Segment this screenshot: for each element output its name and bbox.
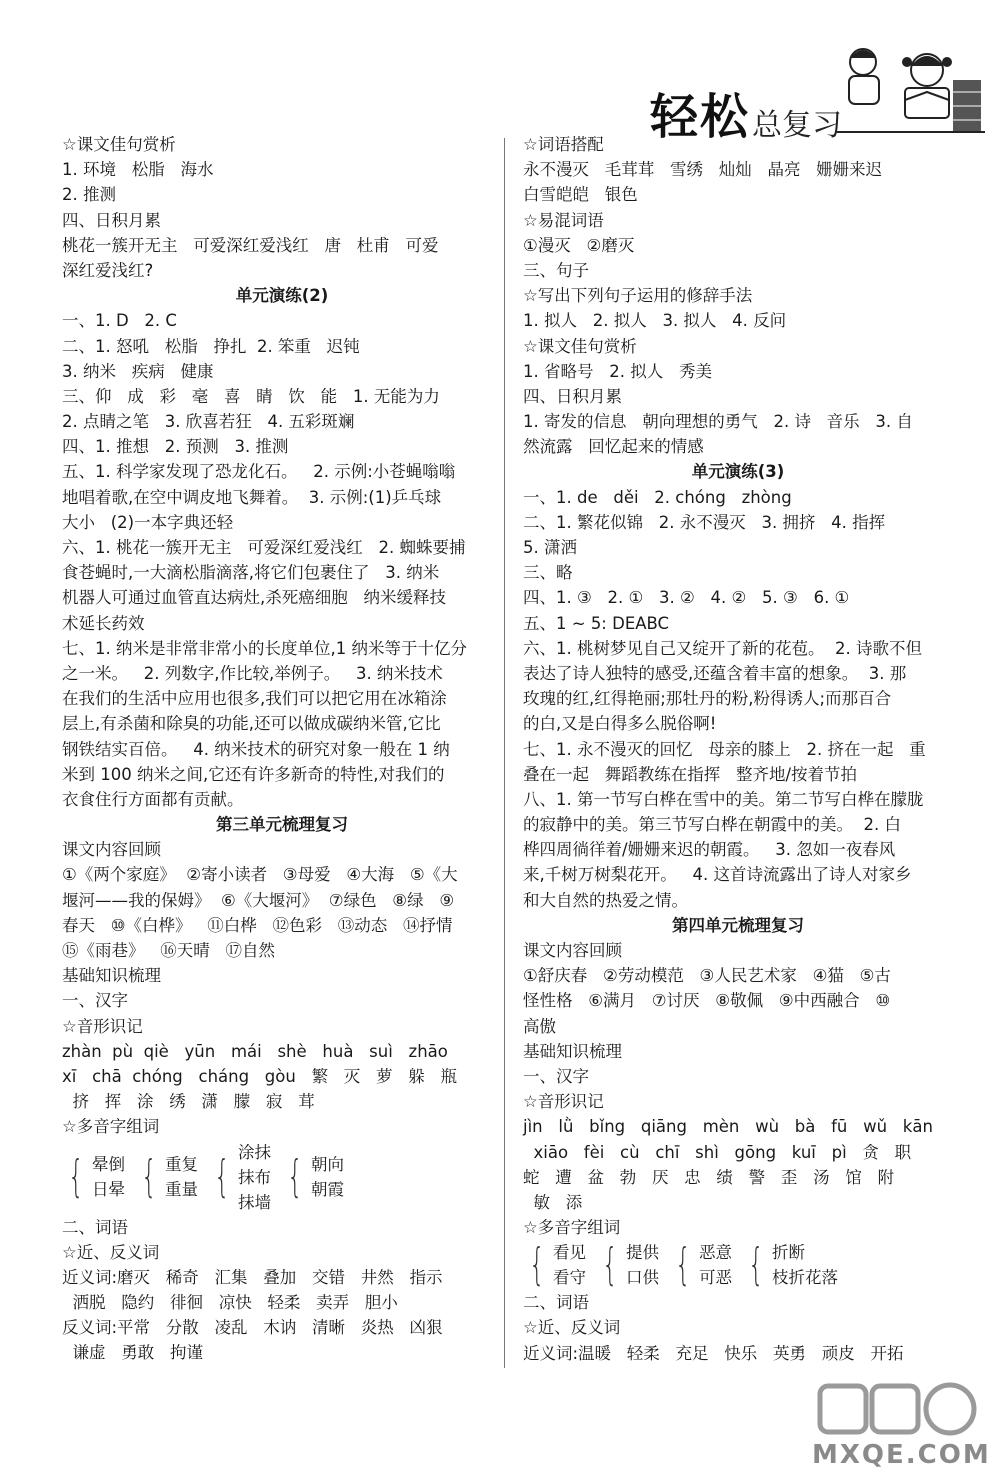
brace-icon: { [602, 1239, 618, 1291]
text-line: 近义词:温暖 轻柔 充足 快乐 英勇 顽皮 开拓 [523, 1343, 904, 1363]
text-line: 高傲 [523, 1016, 556, 1036]
text-line: 二、1. 繁花似锦 2. 永不漫灭 3. 拥挤 4. 指挥 [523, 512, 886, 532]
brace-icon: { [68, 1151, 84, 1202]
text-line: 堰河——我的保姆》 ⑥《大堰河》 ⑦绿色 ⑧绿 ⑨ [62, 890, 455, 910]
text-line: 七、1. 纳米是非常非常小的长度单位,1 纳米等于十亿分 [62, 638, 467, 658]
text-line: 永不漫灭 毛茸茸 雪绣 灿灿 晶亮 姗姗来迟 [523, 160, 883, 180]
text-line: 八、1. 第一节写白桦在雪中的美。第二节写白桦在朦胧 [523, 789, 924, 809]
brand-header [640, 40, 990, 145]
text-line: 五、1. 科学家发现了恐龙化石。 2. 示例:小苍蝇嗡嗡 [62, 462, 456, 482]
text-line: ☆词语搭配 [523, 135, 604, 154]
section-heading: 第四单元梳理复习 [672, 915, 804, 935]
brace-icon: { [141, 1151, 157, 1202]
text-line: 七、1. 永不漫灭的回忆 母亲的膝上 2. 挤在一起 重 [523, 739, 926, 759]
polyphone-group [238, 1140, 271, 1215]
text-line: ☆多音字组词 [62, 1117, 160, 1137]
polyphone-word: 折断 [772, 1243, 805, 1263]
polyphone-group-row [523, 1240, 953, 1290]
text-line: 敏 添 [523, 1192, 583, 1212]
text-line: 表达了诗人独特的感受,还蕴含着丰富的想象。 3. 那 [523, 663, 907, 683]
brace-icon: { [214, 1151, 230, 1202]
text-line: 深红爱浅红? [62, 260, 154, 280]
text-line: 一、1. de děi 2. chóng zhòng [523, 487, 792, 507]
brace-icon: { [675, 1239, 691, 1291]
text-line: zhàn pù qiè yūn mái shè huà suì zhāo [62, 1041, 448, 1061]
text-line: 术延长药效 [62, 613, 145, 633]
text-line: 三、句子 [523, 260, 589, 280]
section-heading: 单元演练(3) [691, 462, 785, 482]
text-line: 地唱着歌,在空中调皮地飞舞着。 3. 示例:(1)乒乓球 [62, 487, 442, 507]
polyphone-word: 重复 [165, 1155, 198, 1174]
text-line: 基础知识梳理 [523, 1041, 622, 1061]
text-line: 一、汉字 [523, 1066, 589, 1086]
text-line: 一、1. D 2. C [62, 311, 177, 331]
text-line: 玫瑰的红,红得艳丽;那牡丹的粉,粉得诱人;而那百合 [523, 689, 892, 709]
text-line: ⑮《雨巷》 ⑯天晴 ⑰自然 [62, 941, 275, 960]
text-line: ☆多音字组词 [523, 1218, 621, 1238]
polyphone-word: 恶意 [699, 1243, 732, 1263]
watermark [800, 1378, 990, 1474]
section-heading: 第三单元梳理复习 [216, 815, 348, 835]
text-line: 挤 挥 涂 绣 潇 朦 寂 茸 [62, 1092, 315, 1112]
polyphone-group [626, 1240, 659, 1290]
polyphone-group [772, 1240, 838, 1290]
text-line: 课文内容回顾 [523, 941, 622, 960]
brace-icon: { [748, 1239, 764, 1291]
text-line: 六、1. 桃花一簇开无主 可爱深红爱浅红 2. 蜘蛛要捕 [62, 538, 466, 557]
polyphone-word: 朝向 [311, 1155, 344, 1174]
text-line: 六、1. 桃树梦见自己又绽开了新的花苞。 2. 诗歌不但 [523, 638, 922, 658]
polyphone-word: 抹墙 [238, 1192, 271, 1212]
watermark-text: MXQE.COM [812, 1440, 991, 1470]
text-line: 1. 省略号 2. 拟人 秀美 [523, 361, 712, 381]
text-line: 机器人可通过血管直达病灶,杀死癌细胞 纳米缓释技 [62, 588, 446, 608]
polyphone-group [553, 1240, 586, 1290]
text-line: 的白,又是白得多么脱俗啊! [523, 714, 717, 734]
text-line: 二、1. 怒吼 松脂 挣扎 2. 笨重 迟钝 [62, 336, 360, 356]
text-line: 五、1 ~ 5: DEABC [523, 613, 670, 633]
text-line: 白雪皑皑 银色 [523, 185, 638, 205]
text-line: 来,千树万树梨花开。 4. 这首诗流露出了诗人对家乡 [523, 865, 912, 885]
text-line: 3. 纳米 疾病 健康 [62, 361, 214, 381]
polyphone-group-row [62, 1140, 502, 1215]
polyphone-word: 重量 [165, 1180, 198, 1199]
text-line: 1. 寄发的信息 朝向理想的勇气 2. 诗 音乐 3. 自 [523, 412, 913, 432]
polyphone-word: 抹布 [238, 1167, 271, 1187]
right-column [523, 132, 953, 1366]
polyphone-word: 可恶 [699, 1268, 732, 1288]
text-line: 大小 (2)一本字典还轻 [62, 512, 234, 532]
text-line: 三、略 [523, 563, 573, 583]
text-line: 反义词:平常 分散 凌乱 木讷 清晰 炎热 凶狠 [62, 1318, 443, 1338]
text-line: ☆课文佳句赏析 [62, 135, 176, 154]
polyphone-word: 涂抹 [238, 1142, 271, 1162]
text-line: ①漫灭 ②磨灭 [523, 235, 635, 255]
text-line: 然流露 回忆起来的情感 [523, 437, 704, 457]
polyphone-word: 枝折花落 [772, 1268, 838, 1288]
text-line: 5. 潇洒 [523, 538, 577, 557]
text-line: 四、1. ③ 2. ① 3. ② 4. ② 5. ③ 6. ① [523, 588, 850, 608]
text-line: 2. 点睛之笔 3. 欣喜若狂 4. 五彩斑斓 [62, 412, 355, 432]
text-line: 课文内容回顾 [62, 840, 161, 860]
text-line: ☆近、反义词 [523, 1318, 621, 1338]
polyphone-group [92, 1152, 125, 1202]
text-line: 四、日积月累 [62, 210, 161, 230]
polyphone-group [311, 1152, 344, 1202]
text-line: 之一米。 2. 列数字,作比较,举例子。 3. 纳米技术 [62, 663, 443, 683]
text-line: 1. 环境 松脂 海水 [62, 160, 214, 180]
left-column [62, 132, 502, 1366]
text-line: jìn lǜ bǐng qiāng mèn wù bà fū wǔ kān [523, 1117, 933, 1137]
text-line: 基础知识梳理 [62, 966, 161, 986]
text-line: 四、日积月累 [523, 386, 622, 406]
text-line: ☆近、反义词 [62, 1242, 160, 1262]
polyphone-group [165, 1152, 198, 1202]
polyphone-group [699, 1240, 732, 1290]
text-line: xiāo fèi cù chī shì gōng kuī pì 贪 职 [523, 1142, 912, 1162]
text-line: ①舒庆春 ②劳动模范 ③人民艺术家 ④猫 ⑤古 [523, 966, 891, 986]
text-line: 一、汉字 [62, 991, 128, 1011]
text-line: 怪性格 ⑥满月 ⑦讨厌 ⑧敬佩 ⑨中西融合 ⑩ [523, 991, 891, 1011]
text-line: 衣食住行方面都有贡献。 [62, 789, 244, 809]
text-line: 食苍蝇时,一大滴松脂滴落,将它们包裹住了 3. 纳米 [62, 563, 440, 583]
text-line: 谦虚 勇敢 拘谨 [62, 1343, 203, 1363]
text-line: ①《两个家庭》 ②寄小读者 ③母爱 ④大海 ⑤《大 [62, 865, 458, 885]
text-line: 2. 推测 [62, 185, 116, 205]
text-line: xī chā chóng cháng gòu 繁 灭 萝 躲 瓶 [62, 1066, 458, 1086]
text-line: 蛇 遭 盆 勃 厌 忠 绩 警 歪 汤 馆 附 [523, 1167, 895, 1187]
brace-icon: { [529, 1239, 545, 1291]
text-line: 叠在一起 舞蹈教练在指挥 整齐地/按着节拍 [523, 764, 858, 784]
column-divider [504, 138, 505, 1368]
text-line: 桦四周徜徉着/姗姗来迟的朝霞。 3. 忽如一夜春风 [523, 840, 896, 860]
text-line: 近义词:磨灭 稀奇 汇集 叠加 交错 井然 指示 [62, 1267, 443, 1287]
polyphone-word: 看见 [553, 1243, 586, 1263]
text-line: 四、1. 推想 2. 预测 3. 推测 [62, 437, 289, 457]
polyphone-word: 提供 [626, 1243, 659, 1263]
text-line: 层上,有杀菌和除臭的功能,还可以做成碳纳米管,它比 [62, 714, 441, 734]
text-line: ☆课文佳句赏析 [523, 336, 637, 356]
text-line: 二、词语 [62, 1217, 128, 1237]
brand-title: 轻松 [650, 89, 751, 145]
text-line: ☆易混词语 [523, 210, 604, 230]
polyphone-word: 朝霞 [311, 1180, 344, 1199]
polyphone-word: 口供 [626, 1268, 659, 1288]
text-line: 钢铁结实百倍。 4. 纳米技术的研究对象一般在 1 纳 [62, 739, 450, 759]
polyphone-word: 日晕 [92, 1180, 125, 1199]
watermark-logo-icon [800, 1378, 990, 1448]
text-line: ☆写出下列句子运用的修辞手法 [523, 286, 753, 306]
text-line: 桃花一簇开无主 可爱深红爱浅红 唐 杜甫 可爱 [62, 235, 439, 255]
text-line: 和大自然的热爱之情。 [523, 890, 688, 910]
text-line: 春天 ⑩《白桦》 ⑪白桦 ⑫色彩 ⑬动态 ⑭抒情 [62, 915, 453, 935]
text-line: ☆音形识记 [62, 1016, 143, 1036]
text-line: ☆音形识记 [523, 1092, 604, 1112]
text-line: 的寂静中的美。第三节写白桦在朝霞中的美。 2. 白 [523, 815, 901, 835]
text-line: 洒脱 隐约 徘徊 凉快 轻柔 卖弄 胆小 [62, 1293, 398, 1313]
text-line: 三、仰 成 彩 毫 喜 睛 饮 能 1. 无能为力 [62, 386, 440, 406]
children-reading-illustration [835, 40, 985, 140]
text-line: 米到 100 纳米之间,它还有许多新奇的特性,对我们的 [62, 764, 445, 784]
text-line: 在我们的生活中应用也很多,我们可以把它用在冰箱涂 [62, 689, 447, 709]
brace-icon: { [287, 1151, 303, 1202]
polyphone-word: 晕倒 [92, 1155, 125, 1174]
section-heading: 单元演练(2) [235, 286, 329, 306]
text-line: 二、词语 [523, 1293, 589, 1313]
brand-subtitle: 总复习 [752, 108, 842, 143]
text-line: 1. 拟人 2. 拟人 3. 拟人 4. 反问 [523, 311, 787, 331]
polyphone-word: 看守 [553, 1268, 586, 1288]
